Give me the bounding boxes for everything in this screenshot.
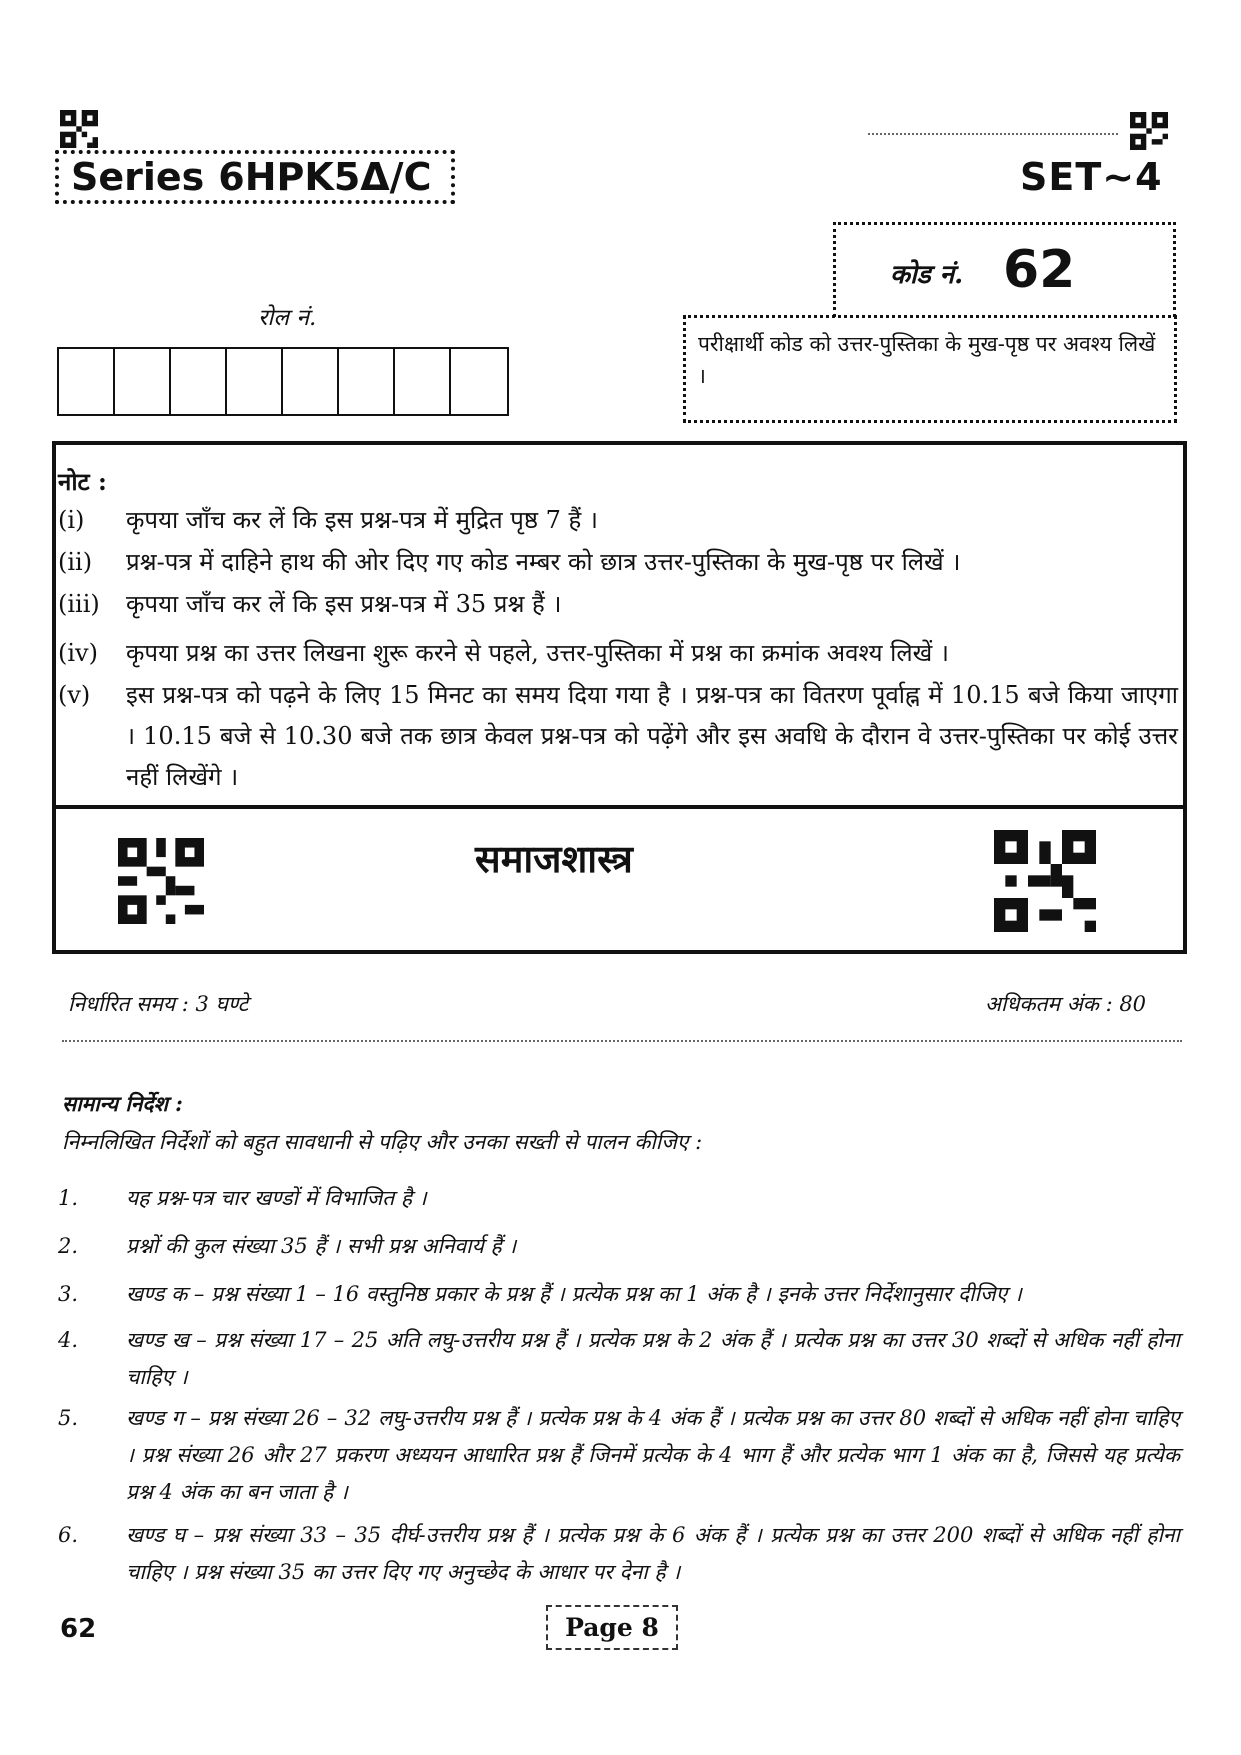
note-item-text: कृपया जाँच कर लें कि इस प्रश्न-पत्र में मुद्रित पृष्ठ 7 हैं । [126, 506, 599, 534]
instruction-number: 6. [58, 1523, 79, 1547]
instruction-text: खण्ड घ – प्रश्न संख्या 33 – 35 दीर्घ-उत्तरीय प्रश्न हैं । प्रत्येक प्रश्न के 6 अंक हैं । प्रत्येक प्रश्न का उत्तर 200 शब्दों से अधिक नहीं होना चाहिए । प्रश्न संख्या 35 का उत्तर दिए गए अनुच्छेद के आधार पर देना है । [126, 1523, 1180, 1584]
time-allowed: निर्धारित समय : 3 घण्टे [68, 992, 249, 1016]
note-item-number: (ii) [58, 548, 93, 576]
qr-code-icon [60, 110, 98, 152]
page-number: Page 8 [546, 1605, 678, 1650]
code-label: कोड नं. [890, 260, 964, 290]
instruction-number: 1. [58, 1186, 79, 1210]
general-instructions-title: सामान्य निर्देश : [62, 1091, 183, 1116]
maximum-marks: अधिकतम अंक : 80 [985, 992, 1147, 1016]
note-divider [52, 805, 1187, 809]
instruction-number: 5. [58, 1406, 79, 1430]
note-item-text: इस प्रश्न-पत्र को पढ़ने के लिए 15 मिनट का समय दिया गया है । प्रश्न-पत्र का वितरण पूर्वाह्न में 10.15 बजे किया जाएगा । 10.15 बजे से 10.30 बजे तक छात्र केवल प्रश्न-पत्र को पढ़ेंगे और इस अवधि के दौरान वे उत्तर-पुस्तिका पर कोई उत्तर नहीं लिखेंगे । [126, 681, 1178, 791]
qr-code-icon [994, 830, 1096, 936]
instruction-number: 2. [58, 1234, 79, 1258]
instruction-number: 3. [58, 1282, 79, 1306]
instruction-text: खण्ड क – प्रश्न संख्या 1 – 16 वस्तुनिष्ठ प्रकार के प्रश्न हैं । प्रत्येक प्रश्न का 1 अंक है । इनके उत्तर निर्देशानुसार दीजिए । [126, 1282, 1022, 1306]
note-item-text: प्रश्न-पत्र में दाहिने हाथ की ओर दिए गए कोड नम्बर को छात्र उत्तर-पुस्तिका के मुख-पृष्ठ पर लिखें । [126, 548, 961, 576]
roll-number-cell[interactable] [283, 349, 339, 414]
footer-code: 62 [60, 1614, 97, 1644]
instruction-number: 4. [58, 1328, 79, 1352]
subject-title: समाजशास्त्र [475, 836, 633, 881]
section-divider [62, 1040, 1182, 1042]
instruction-text: खण्ड ख – प्रश्न संख्या 17 – 25 अति लघु-उत्तरीय प्रश्न हैं । प्रत्येक प्रश्न के 2 अंक हैं । प्रत्येक प्रश्न का उत्तर 30 शब्दों से अधिक नहीं होना चाहिए । [126, 1328, 1180, 1389]
series-box [55, 150, 455, 204]
roll-number-cell[interactable] [451, 349, 507, 414]
series-code: 6HPK5Δ/C [218, 155, 432, 199]
code-instruction-box [683, 315, 1177, 423]
roll-number-cell[interactable] [171, 349, 227, 414]
roll-number-cell[interactable] [227, 349, 283, 414]
general-instructions-intro: निम्नलिखित निर्देशों को बहुत सावधानी से पढ़िए और उनका सख्ती से पालन कीजिए : [62, 1130, 703, 1154]
qr-code-icon [1130, 112, 1168, 154]
qr-code-icon [118, 838, 204, 928]
roll-number-label: रोल नं. [258, 305, 317, 331]
instruction-text: प्रश्नों की कुल संख्या 35 हैं । सभी प्रश्न अनिवार्य हैं । [126, 1234, 517, 1258]
note-item-number: (v) [58, 681, 91, 709]
note-item-number: (iv) [58, 639, 98, 667]
roll-number-cell[interactable] [115, 349, 171, 414]
top-divider [868, 133, 1118, 135]
note-item-number: (i) [58, 506, 85, 534]
note-item-text: कृपया प्रश्न का उत्तर लिखना शुरू करने से पहले, उत्तर-पुस्तिका में प्रश्न का क्रमांक अवश्य लिखें । [126, 639, 950, 667]
note-item-number: (iii) [58, 590, 100, 618]
instruction-text: यह प्रश्न-पत्र चार खण्डों में विभाजित है । [126, 1186, 427, 1210]
code-number: 62 [1003, 240, 1076, 300]
code-instruction-text: परीक्षार्थी कोड को उत्तर-पुस्तिका के मुख-पृष्ठ पर अवश्य लिखें । [698, 332, 1156, 388]
series-label: Series [71, 155, 205, 199]
roll-number-grid [57, 347, 509, 416]
note-item-text: कृपया जाँच कर लें कि इस प्रश्न-पत्र में 35 प्रश्न हैं । [126, 590, 562, 618]
note-title: नोट : [58, 467, 107, 496]
instruction-text: खण्ड ग – प्रश्न संख्या 26 – 32 लघु-उत्तरीय प्रश्न हैं । प्रत्येक प्रश्न के 4 अंक हैं । प्रत्येक प्रश्न का उत्तर 80 शब्दों से अधिक नहीं होना चाहिए । प्रश्न संख्या 26 और 27 प्रकरण अध्ययन आधारित प्रश्न हैं जिनमें प्रत्येक के 4 भाग हैं और प्रत्येक भाग 1 अंक का है, जिससे यह प्रत्येक प्रश्न 4 अंक का बन जाता है । [126, 1406, 1180, 1504]
roll-number-cell[interactable] [59, 349, 115, 414]
set-label: SET~4 [1020, 155, 1163, 199]
roll-number-cell[interactable] [339, 349, 395, 414]
roll-number-cell[interactable] [395, 349, 451, 414]
